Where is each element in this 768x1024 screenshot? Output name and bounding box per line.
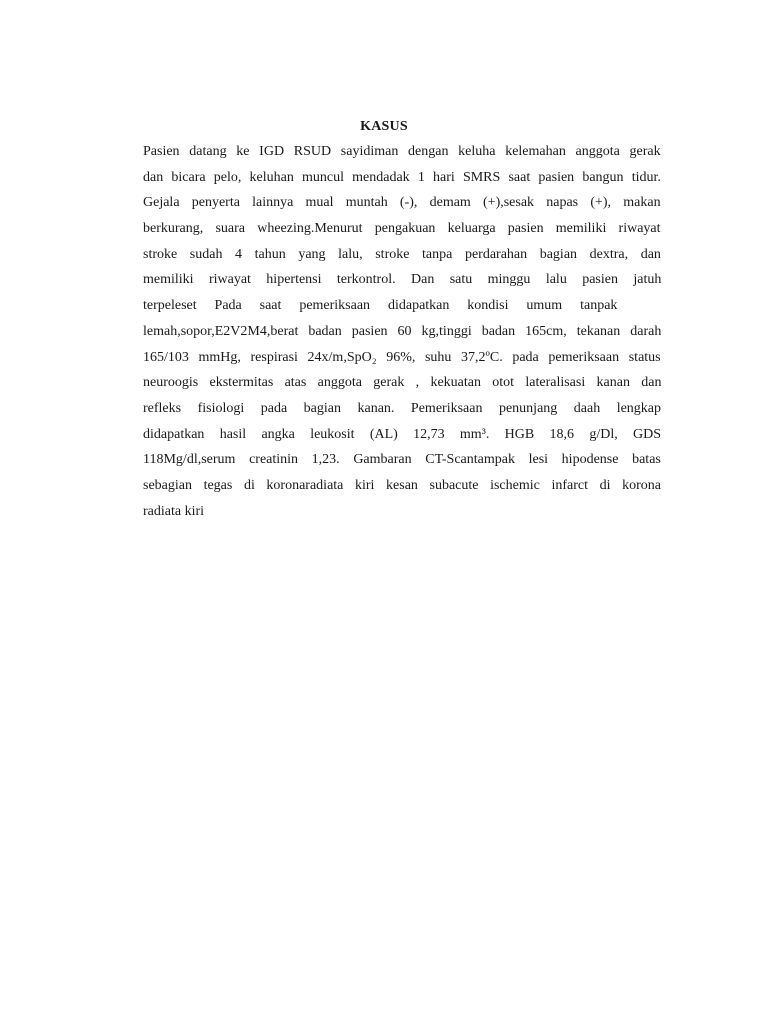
paragraph-line: 165/103 mmHg, respirasi 24x/m,SpO₂ 96%, suhu 37,2ºC. pada pemeriksaan status <box>143 349 661 365</box>
paragraph-line: radiata kiri <box>143 503 205 519</box>
paragraph-line: refleks fisiologi pada bagian kanan. Pemeriksaan penunjang daah lengkap <box>143 400 662 416</box>
paragraph-line: dan bicara pelo, keluhan muncul mendadak 1 hari SMRS saat pasien bangun tidur. <box>143 169 661 185</box>
paragraph-line: lemah,sopor,E2V2M4,berat badan pasien 60 kg,tinggi badan 165cm, tekanan darah <box>143 323 662 339</box>
paragraph-line: Pasien datang ke IGD RSUD sayidiman dengan keluha kelemahan anggota gerak <box>143 144 661 159</box>
paragraph-line: stroke sudah 4 tahun yang lalu, stroke tanpa perdarahan bagian dextra, dan <box>143 246 661 262</box>
case-paragraph <box>143 139 661 524</box>
paragraph-line: 118Mg/dl,serum creatinin 1,23. Gambaran CT-Scantampak lesi hipodense batas <box>143 452 661 468</box>
paragraph-line: neuroogis ekstermitas atas anggota gerak , kekuatan otot lateralisasi kanan dan <box>143 375 662 391</box>
paragraph-line: sebagian tegas di koronaradiata kiri kesan subacute ischemic infarct di korona <box>143 477 661 493</box>
paragraph-line: didapatkan hasil angka leukosit (AL) 12,73 mm³. HGB 18,6 g/Dl, GDS <box>143 426 662 442</box>
document-title: KASUS <box>360 119 408 134</box>
paragraph-line: berkurang, suara wheezing.Menurut pengakuan keluarga pasien memiliki riwayat <box>143 221 661 237</box>
paragraph-line: Gejala penyerta lainnya mual muntah (-), demam (+),sesak napas (+), makan <box>143 195 661 211</box>
paragraph-line: memiliki riwayat hipertensi terkontrol. Dan satu minggu lalu pasien jatuh <box>143 272 662 288</box>
paragraph-line: terpeleset Pada saat pemeriksaan didapatkan kondisi umum tanpak <box>143 298 618 314</box>
